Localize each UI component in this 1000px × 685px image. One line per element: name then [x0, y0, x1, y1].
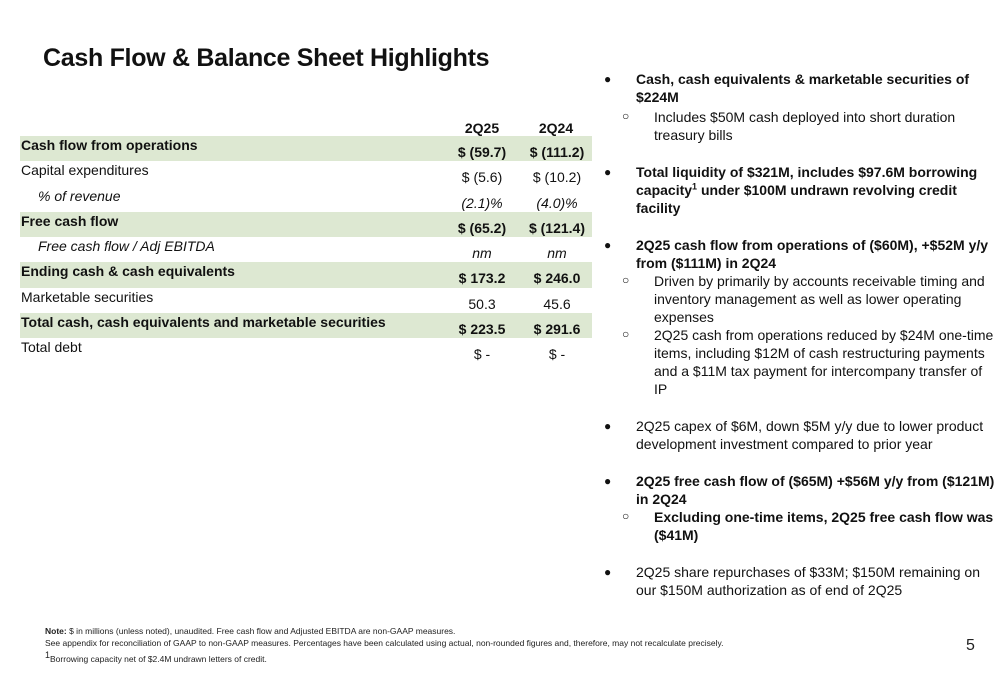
value-2q24: $ -: [548, 346, 566, 363]
sub-bullet-item: [604, 108, 996, 144]
table-row: [20, 288, 592, 313]
value-2q24: $ 291.6: [533, 321, 581, 338]
footnote: [45, 625, 724, 665]
value-2q25: $ (5.6): [461, 169, 503, 186]
value-2q25: $ 223.5: [458, 321, 506, 338]
table-row: [20, 136, 592, 161]
sub-bullet-item: [604, 508, 996, 544]
sub-bullet-text: Excluding one-time items, 2Q25 free cash flow was ($41M): [654, 509, 994, 543]
footnote-line-3: [45, 650, 724, 665]
value-2q25: $ -: [473, 346, 491, 363]
bullet-item: [604, 472, 996, 508]
table-row: [20, 262, 592, 287]
row-label: Cash flow from operations: [21, 137, 198, 153]
row-label: Free cash flow / Adj EBITDA: [38, 238, 215, 255]
bullet-text: 2Q25 capex of $6M, down $5M y/y due to lower product development investment compared to prior year: [636, 418, 984, 452]
sub-bullet-text: 2Q25 cash from operations reduced by $24M one-time items, including $12M of cash restructuring payments and a $11M tax payment for intercompany transfer of IP: [654, 327, 994, 397]
table-header: [20, 116, 592, 136]
page-number: 5: [966, 637, 975, 654]
bullet-text: 2Q25 cash flow from operations of ($60M), +$52M y/y from ($111M) in 2Q24: [636, 237, 989, 271]
row-label: Ending cash & cash equivalents: [21, 263, 235, 280]
sub-bullet-icon: ○: [622, 109, 630, 123]
footnote-marker: 1: [45, 650, 51, 661]
bullet-item: [604, 417, 996, 453]
value-2q24: $ 246.0: [533, 270, 581, 287]
table-row: [20, 338, 592, 363]
value-2q24: (4.0)%: [536, 194, 578, 211]
value-2q25: $ 173.2: [458, 270, 506, 287]
bullet-icon: ●: [604, 474, 612, 488]
value-2q24: $ (121.4): [528, 219, 586, 236]
bullet-text-part: Total liquidity of $321M, includes $97.6M borrowing capacity: [636, 164, 978, 198]
sub-bullet-item: [604, 326, 996, 398]
bullet-item: [604, 163, 996, 217]
note-text: $ in millions (unless noted), unaudited. Free cash flow and Adjusted EBITDA are non-GAAP measures.: [66, 626, 456, 636]
bullet-text: [636, 164, 977, 216]
bullet-text: 2Q25 share repurchases of $33M; $150M remaining on our $150M authorization as of end of 2Q25: [636, 564, 980, 598]
bullet-item: [604, 236, 996, 272]
footnote-line-1: [45, 625, 724, 637]
bullet-icon: ●: [604, 165, 612, 179]
page-title: Cash Flow & Balance Sheet Highlights: [43, 44, 490, 72]
footnote-text: Borrowing capacity net of $2.4M undrawn letters of credit.: [50, 654, 267, 664]
highlights-list: [604, 70, 996, 599]
row-label: Free cash flow: [21, 212, 119, 229]
table-row: [20, 212, 592, 237]
bullet-item: [604, 70, 996, 106]
bullet-text: 2Q25 free cash flow of ($65M) +$56M y/y from ($121M) in 2Q24: [636, 473, 995, 507]
value-2q25: $ (59.7): [457, 144, 507, 160]
sub-bullet-icon: ○: [622, 327, 630, 341]
row-label: Total debt: [21, 339, 82, 356]
value-2q24: $ (111.2): [529, 144, 585, 160]
footnote-marker: 1: [692, 181, 698, 192]
value-2q25: (2.1)%: [461, 194, 503, 211]
value-2q24: nm: [547, 245, 567, 262]
value-2q24: 45.6: [543, 295, 571, 312]
value-2q24: $ (10.2): [532, 169, 582, 186]
table-row: [20, 187, 592, 212]
table-row: [20, 313, 592, 338]
bullet-item: [604, 563, 996, 599]
sub-bullet-text: Includes $50M cash deployed into short duration treasury bills: [654, 109, 956, 143]
note-label: Note:: [45, 626, 67, 636]
table-row: [20, 237, 592, 262]
value-2q25: 50.3: [468, 295, 496, 312]
row-label: Total cash, cash equivalents and marketable securities: [21, 314, 386, 331]
row-label: Capital expenditures: [21, 162, 149, 179]
bullet-text-part: under $100M undrawn revolving credit facility: [636, 182, 957, 216]
column-header-2q24: 2Q24: [538, 120, 574, 136]
sub-bullet-icon: ○: [622, 273, 630, 287]
row-label: Marketable securities: [21, 288, 154, 305]
bullet-icon: ●: [604, 72, 612, 86]
sub-bullet-item: [604, 272, 996, 326]
row-label: % of revenue: [38, 187, 121, 204]
sub-bullet-text: Driven by primarily by accounts receivable timing and inventory management as well as lower operating expenses: [654, 273, 985, 325]
column-header-2q25: 2Q25: [464, 120, 500, 136]
bullet-icon: ●: [604, 419, 612, 433]
bullet-icon: ●: [604, 565, 612, 579]
sub-bullet-icon: ○: [622, 509, 630, 523]
bullet-icon: ●: [604, 238, 612, 252]
bullet-text: Cash, cash equivalents & marketable securities of $224M: [636, 71, 970, 105]
value-2q25: nm: [472, 245, 492, 262]
value-2q25: $ (65.2): [457, 219, 507, 236]
financial-table: [20, 116, 592, 364]
table-row: [20, 161, 592, 186]
footnote-line-2: See appendix for reconciliation of GAAP to non-GAAP measures. Percentages have been calculated using actual, non-rounded figures and, therefore, may not recalculate precisely.: [45, 638, 724, 648]
